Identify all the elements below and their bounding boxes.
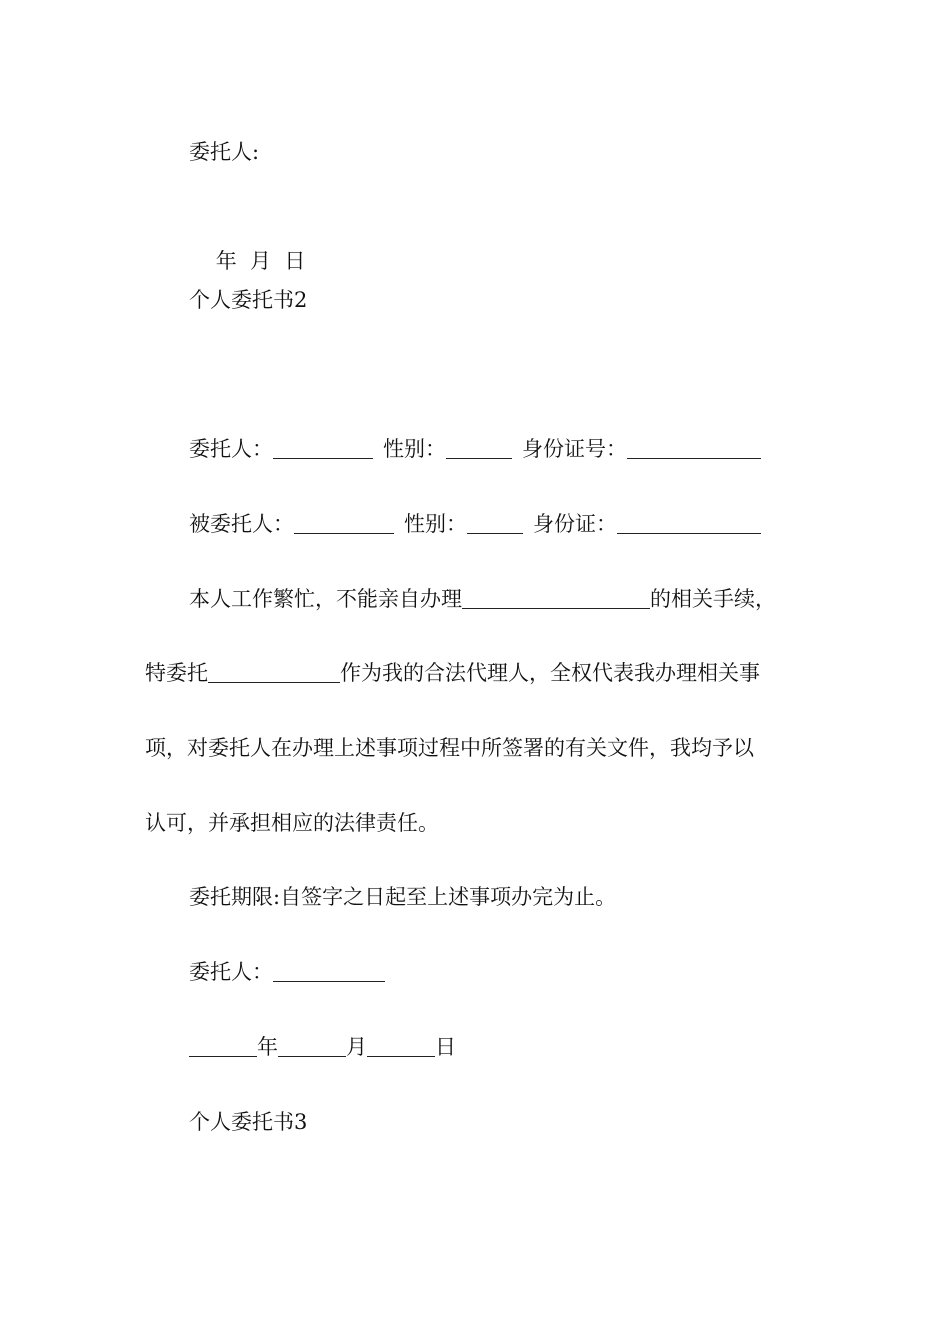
section-title-3-text: 个人委托书3 <box>189 1110 308 1134</box>
body-line-3 <box>145 730 810 766</box>
client-id-blank <box>627 436 761 459</box>
client-id-label: 身份证号： <box>522 437 627 461</box>
month-label: 月 <box>346 1035 367 1059</box>
body-line-1 <box>189 581 810 617</box>
client-name-label: 委托人： <box>189 437 273 461</box>
signature-line <box>189 954 810 990</box>
body-line-2-pre: 特委托 <box>145 661 208 685</box>
body-line-1-pre: 本人工作繁忙，不能亲自办理 <box>189 587 462 611</box>
body-line-3-text: 项，对委托人在办理上述事项过程中所签署的有关文件，我均予以 <box>145 736 754 760</box>
agent-gender-blank <box>467 511 523 534</box>
section-title-2 <box>189 282 810 318</box>
section-title-3 <box>189 1104 810 1140</box>
client-label: 委托人: <box>189 140 260 164</box>
year-label: 年 <box>257 1035 278 1059</box>
agent-name-blank <box>294 511 394 534</box>
body-line-2 <box>145 655 810 691</box>
term-text: 委托期限:自签字之日起至上述事项办完为止。 <box>189 885 617 909</box>
agent-name-label: 被委托人： <box>189 512 294 536</box>
agent-blank <box>208 660 340 683</box>
date-line <box>189 207 810 273</box>
term-line <box>189 879 810 915</box>
body-line-4 <box>145 805 810 841</box>
client-gender-blank <box>446 436 512 459</box>
body-line-2-post: 作为我的合法代理人，全权代表我办理相关事 <box>340 661 760 685</box>
client-label-line <box>189 134 810 170</box>
agent-gender-label: 性别： <box>404 512 467 536</box>
client-gender-label: 性别： <box>383 437 446 461</box>
agent-info-line <box>189 506 810 542</box>
year-blank <box>189 1034 257 1057</box>
body-line-4-text: 认可，并承担相应的法律责任。 <box>145 811 439 835</box>
signature-blank <box>273 959 385 982</box>
agent-id-blank <box>617 511 761 534</box>
body-line-1-post: 的相关手续， <box>650 587 776 611</box>
month-blank <box>278 1034 346 1057</box>
day-label: 日 <box>435 1035 456 1059</box>
section-title-2-text: 个人委托书2 <box>189 288 308 312</box>
day-blank <box>367 1034 435 1057</box>
client-name-blank <box>273 436 373 459</box>
client-info-line <box>189 431 810 467</box>
date-text: 年 月 日 <box>215 249 306 273</box>
matter-blank <box>462 586 650 609</box>
agent-id-label: 身份证： <box>533 512 617 536</box>
signature-label: 委托人： <box>189 960 273 984</box>
sign-date-line <box>189 1029 810 1065</box>
